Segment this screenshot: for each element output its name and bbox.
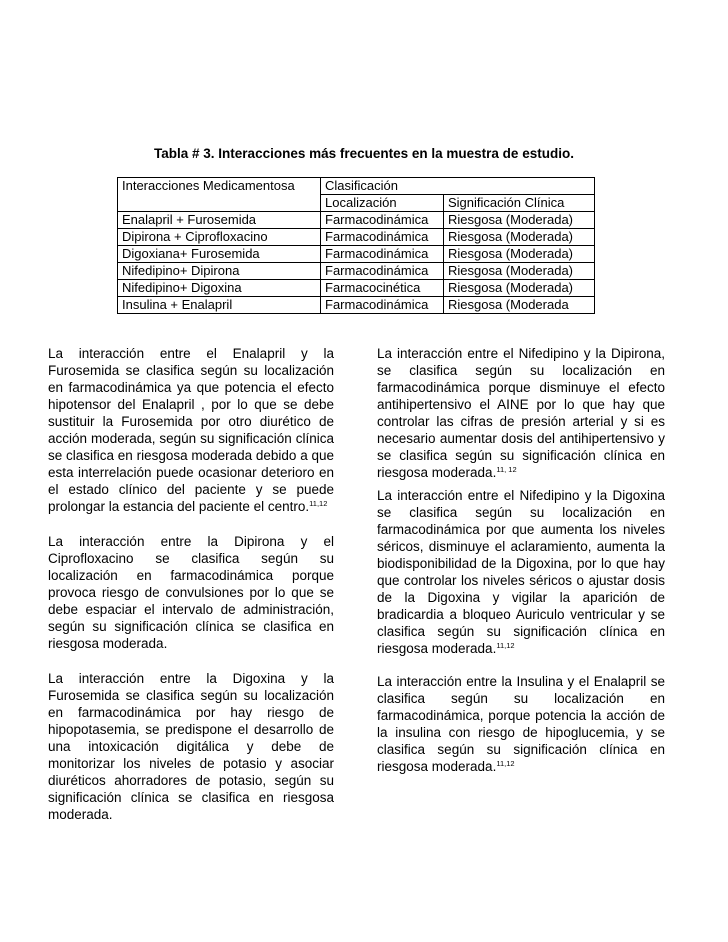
reference-superscript: 11,12 — [496, 759, 515, 768]
cell-localizacion: Farmacodinámica — [321, 229, 444, 246]
paragraph-text: La interacción entre el Enalapril y la Furosemida se clasifica según su localización en farmacodinámica ya que potencia el efecto hipotensor del Enalapril , por lo que se debe sustituir la Furosemida por otro diurético de acción moderada, según su significación clínica se clasifica en riesgosa moderada debido a que esta interrelación puede ocasionar deterioro en el estado clínico del paciente y se puede prolongar la estancia del paciente el centro. — [48, 346, 334, 514]
paragraph-digoxina-furosemida — [48, 670, 334, 823]
reference-superscript: 11,12 — [309, 499, 328, 508]
subheader-significacion: Significación Clínica — [444, 195, 595, 212]
paragraph-dipirona-ciprofloxacino — [48, 533, 334, 652]
cell-significacion: Riesgosa (Moderada) — [444, 212, 595, 229]
paragraph-text: La interacción entre la Insulina y el Enalapril se clasifica según su localización en farmacodinámica, porque potencia la acción de la insulina con riesgo de hipoglucemia, y se clasifica según su significación clínica en riesgosa moderada. — [377, 674, 665, 774]
paragraph-nifedipino-dipirona — [377, 345, 665, 481]
cell-significacion: Riesgosa (Moderada) — [444, 263, 595, 280]
header-interacciones: Interacciones Medicamentosa — [118, 178, 321, 195]
paragraph-text: La interacción entre el Nifedipino y la Digoxina se clasifica según su localización en farmacodinámica por que aumenta los niveles séricos, disminuye el aclaramiento, aumenta la biodisponibilidad de la Digoxina, por lo que hay que controlar los niveles séricos o ajustar dosis de la Digoxina y vigilar la aparición de bradicardia a bloqueo Auriculo ventricular y se clasifica según su significación clínica en riesgosa moderada. — [377, 488, 665, 656]
cell-significacion: Riesgosa (Moderada — [444, 297, 595, 314]
cell-interaccion: Nifedipino+ Digoxina — [118, 280, 321, 297]
reference-superscript: 11,12 — [496, 641, 515, 650]
cell-localizacion: Farmacodinámica — [321, 297, 444, 314]
header-clasificacion-filler — [444, 178, 595, 195]
cell-interaccion: Enalapril + Furosemida — [118, 212, 321, 229]
table-row — [118, 280, 595, 297]
table-row — [118, 212, 595, 229]
cell-significacion: Riesgosa (Moderada) — [444, 280, 595, 297]
subheader-empty — [118, 195, 321, 212]
paragraph-insulina-enalapril — [377, 673, 665, 775]
cell-interaccion: Digoxiana+ Furosemida — [118, 246, 321, 263]
table-row — [118, 229, 595, 246]
cell-localizacion: Farmacocinética — [321, 280, 444, 297]
cell-interaccion: Insulina + Enalapril — [118, 297, 321, 314]
table-row — [118, 297, 595, 314]
cell-localizacion: Farmacodinámica — [321, 246, 444, 263]
cell-localizacion: Farmacodinámica — [321, 212, 444, 229]
reference-superscript: 11, 12 — [496, 465, 517, 474]
right-column — [377, 345, 665, 781]
paragraph-text: La interacción entre la Dipirona y el Ciprofloxacino se clasifica según su localización en farmacodinámica porque provoca riesgo de convulsiones por lo que se debe espaciar el intervalo de administración, según su significación clínica se clasifica en riesgosa moderada. — [48, 534, 334, 651]
table-subheader-row — [118, 195, 595, 212]
table-header-row — [118, 178, 595, 195]
header-clasificacion: Clasificación — [321, 178, 444, 195]
left-column — [48, 345, 334, 841]
table-row — [118, 246, 595, 263]
cell-significacion: Riesgosa (Moderada) — [444, 229, 595, 246]
interactions-table — [117, 177, 595, 314]
cell-localizacion: Farmacodinámica — [321, 263, 444, 280]
paragraph-enalapril-furosemida — [48, 345, 334, 515]
paragraph-text: La interacción entre el Nifedipino y la Dipirona, se clasifica según su localización en farmacodinámica porque disminuye el efecto antihipertensivo el AINE por lo que hay que controlar las cifras de presión arterial y si es necesario aumentar dosis del antihipertensivo y se clasifica según su significación clínica en riesgosa moderada. — [377, 346, 665, 480]
paragraph-text: La interacción entre la Digoxina y la Furosemida se clasifica según su localización en farmacodinámica por hay riesgo de hipopotasemia, se predispone el desarrollo de una intoxicación digitálica y debe de monitorizar los niveles de potasio y asociar diuréticos ahorradores de potasio, según su significación clínica se clasifica en riesgosa moderada. — [48, 671, 334, 822]
cell-significacion: Riesgosa (Moderada) — [444, 246, 595, 263]
cell-interaccion: Dipirona + Ciprofloxacino — [118, 229, 321, 246]
paragraph-nifedipino-digoxina — [377, 487, 665, 657]
table-row — [118, 263, 595, 280]
cell-interaccion: Nifedipino+ Dipirona — [118, 263, 321, 280]
subheader-localizacion: Localización — [321, 195, 444, 212]
table-title: Tabla # 3. Interacciones más frecuentes en la muestra de estudio. — [154, 146, 574, 161]
